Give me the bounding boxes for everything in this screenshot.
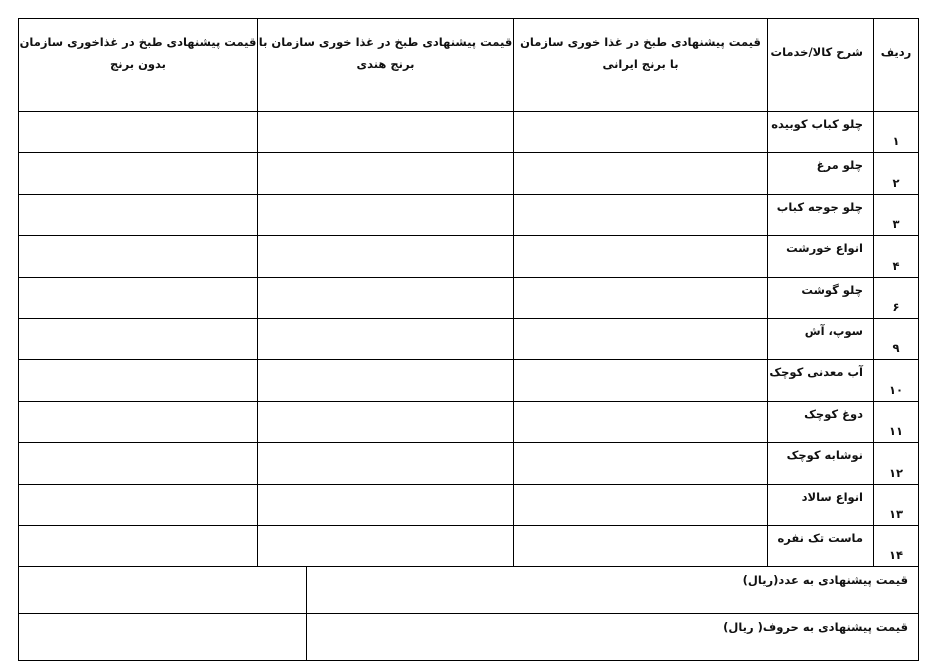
item-description: چلو جوجه کباب	[768, 194, 874, 235]
price-indian-cell[interactable]	[258, 401, 514, 442]
price-indian-cell[interactable]	[258, 484, 514, 525]
price-no-rice-cell[interactable]	[19, 236, 258, 277]
row-number: ۱۴	[874, 525, 919, 566]
table-row	[19, 360, 919, 401]
price-no-rice-cell[interactable]	[19, 112, 258, 153]
price-iranian-cell[interactable]	[514, 484, 768, 525]
price-indian-cell[interactable]	[258, 318, 514, 359]
price-indian-cell[interactable]	[258, 443, 514, 484]
header-description: شرح کالا/خدمات	[768, 19, 874, 112]
price-no-rice-cell[interactable]	[19, 360, 258, 401]
price-iranian-cell[interactable]	[514, 236, 768, 277]
header-row-number: ردیف	[874, 19, 919, 112]
price-no-rice-cell[interactable]	[19, 318, 258, 359]
row-number: ۳	[874, 194, 919, 235]
footer-table	[18, 567, 919, 661]
header-row	[19, 19, 919, 112]
header-price-iranian-rice: قیمت پیشنهادی طبخ در غذا خوری سازمان با برنج ایرانی	[514, 19, 768, 112]
table-row	[19, 318, 919, 359]
table-row	[19, 484, 919, 525]
item-description: ماست تک نفره	[768, 525, 874, 566]
footer-row-words	[19, 614, 919, 661]
item-description: انواع خورشت	[768, 236, 874, 277]
table-row	[19, 236, 919, 277]
price-no-rice-cell[interactable]	[19, 194, 258, 235]
price-numeric-field[interactable]	[19, 567, 307, 614]
item-description: نوشابه کوچک	[768, 443, 874, 484]
header-price-indian-rice: قیمت پیشنهادی طبخ در غذا خوری سازمان با برنج هندی	[258, 19, 514, 112]
item-description: سوپ، آش	[768, 318, 874, 359]
row-number: ۱۳	[874, 484, 919, 525]
row-number: ۹	[874, 318, 919, 359]
price-iranian-cell[interactable]	[514, 360, 768, 401]
price-no-rice-cell[interactable]	[19, 443, 258, 484]
price-indian-cell[interactable]	[258, 153, 514, 194]
table-row	[19, 443, 919, 484]
price-proposal-form	[18, 18, 918, 635]
price-iranian-cell[interactable]	[514, 401, 768, 442]
price-no-rice-cell[interactable]	[19, 277, 258, 318]
row-number: ۴	[874, 236, 919, 277]
price-no-rice-cell[interactable]	[19, 401, 258, 442]
price-iranian-cell[interactable]	[514, 153, 768, 194]
item-description: چلو کباب کوبیده	[768, 112, 874, 153]
table-row	[19, 401, 919, 442]
item-description: چلو گوشت	[768, 277, 874, 318]
price-indian-cell[interactable]	[258, 112, 514, 153]
price-words-label: قیمت پیشنهادی به حروف( ریال)	[307, 614, 919, 661]
price-indian-cell[interactable]	[258, 525, 514, 566]
price-iranian-cell[interactable]	[514, 443, 768, 484]
price-indian-cell[interactable]	[258, 277, 514, 318]
row-number: ۶	[874, 277, 919, 318]
price-iranian-cell[interactable]	[514, 112, 768, 153]
price-iranian-cell[interactable]	[514, 277, 768, 318]
item-description: دوغ کوچک	[768, 401, 874, 442]
price-table	[18, 18, 919, 567]
table-row	[19, 112, 919, 153]
table-row	[19, 153, 919, 194]
item-description: انواع سالاد	[768, 484, 874, 525]
price-no-rice-cell[interactable]	[19, 153, 258, 194]
price-indian-cell[interactable]	[258, 360, 514, 401]
price-indian-cell[interactable]	[258, 194, 514, 235]
price-indian-cell[interactable]	[258, 236, 514, 277]
table-row	[19, 194, 919, 235]
table-row	[19, 277, 919, 318]
item-description: آب معدنی کوچک	[768, 360, 874, 401]
row-number: ۱۲	[874, 443, 919, 484]
price-no-rice-cell[interactable]	[19, 525, 258, 566]
price-iranian-cell[interactable]	[514, 194, 768, 235]
price-words-field[interactable]	[19, 614, 307, 661]
table-row	[19, 525, 919, 566]
price-iranian-cell[interactable]	[514, 525, 768, 566]
header-price-no-rice: قیمت پیشنهادی طبخ در غذاخوری سازمان بدون برنج	[19, 19, 258, 112]
row-number: ۱۰	[874, 360, 919, 401]
row-number: ۱۱	[874, 401, 919, 442]
row-number: ۲	[874, 153, 919, 194]
item-description: چلو مرغ	[768, 153, 874, 194]
price-iranian-cell[interactable]	[514, 318, 768, 359]
price-numeric-label: قیمت پیشنهادی به عدد(ریال)	[307, 567, 919, 614]
price-no-rice-cell[interactable]	[19, 484, 258, 525]
row-number: ۱	[874, 112, 919, 153]
footer-row-numeric	[19, 567, 919, 614]
